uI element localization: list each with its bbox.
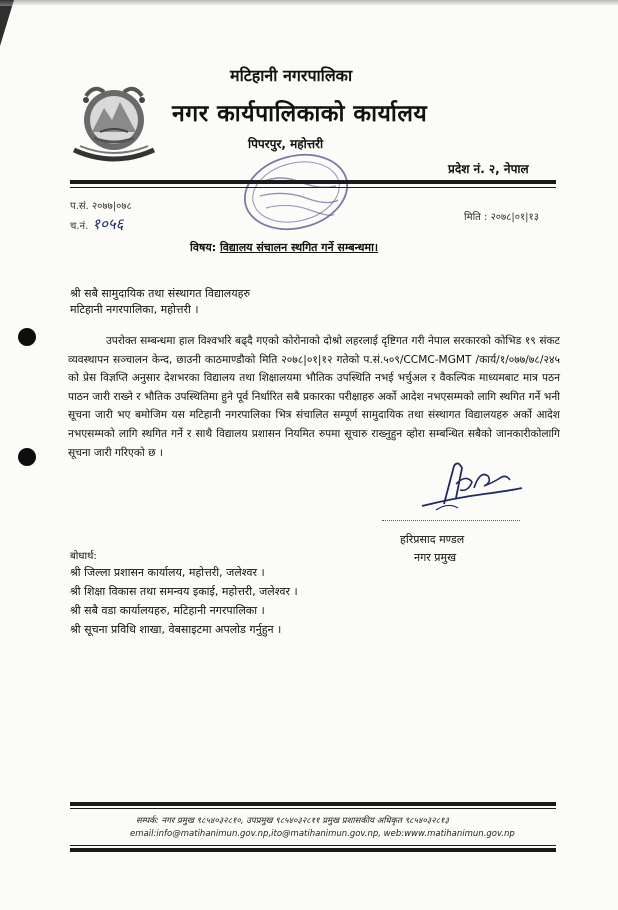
cc-label: बोधार्थ: — [70, 551, 97, 562]
footer-rule-top — [70, 802, 556, 806]
footer-rule-bottom-thin — [70, 845, 556, 846]
footer-contacts: सम्पर्क: नगर प्रमुख ९८५४०३२८१०, उपप्रमुख ९८५४०३२८११ प्रमुख प्रशासकीय अधिकृत ९८५४०३२८१३ — [136, 816, 449, 826]
municipality-name: मटिहानी नगरपालिका — [230, 66, 353, 85]
footer-rule-top-thin — [70, 808, 556, 809]
signatory-name: हरिप्रसाद मण्डल — [400, 533, 465, 546]
handwritten-signature — [414, 458, 526, 516]
punch-hole — [18, 328, 36, 346]
cc-item: श्री शिक्षा विकास तथा समन्वय इकाई, महोत्तरी, जलेश्वर । — [70, 585, 298, 598]
letter-body: उपरोक्त सम्बन्धमा हाल विश्वभरि बढ्दै गएको कोरोनाको दोश्रो लहरलाई दृष्टिगत गरी नेपाल सरकारको कोभिड १९ संकट व्यवस्थापन सञ्चालन केन्द, छाउनी काठमाण्डौको मिति २०७८|०१|१२ गतेको प.सं.५०९/CCMC-MGMT /कार्य/१/०७७/७८/२४५ को प्रेस विज्ञप्ति अनुसार देशभरका विद्यालय तथा शिक्षालयमा भौतिक उपस्थिति नभई भर्चुअल र वैकल्पिक माध्यमबाट मात्र पठन पाठन जारी राख्ने र भौतिक उपस्थितिमा हुने पूर्व निर्धारित सबै प्रकारका परीक्षाहरु अर्को आदेश नभएसम्मको लागि स्थगित गर्ने भनी सूचना जारी भए बमोजिम यस मटिहानी नगरपालिका भित्र संचालित सम्पूर्ण सामुदायिक तथा संस्थागत विद्यालयहरु अर्को आदेश नभएसम्मको लागि स्थगित गर्ने र साथै विद्यालय प्रशासन नियमित रुपमा सूचारु राख्नुहुन व्होरा सम्बन्धित सबैको जानकारीकोलागि सूचना जारी गरिएको छ । — [68, 335, 560, 459]
subject-line — [190, 240, 378, 255]
header-rule-thin — [70, 187, 556, 188]
province-label: प्रदेश नं. २, नेपाल — [448, 162, 529, 176]
page-top-shadow — [0, 0, 618, 6]
fiscal-year-ref: प.सं. २०७७|०७८ — [70, 201, 132, 212]
nepal-emblem-icon — [64, 80, 164, 170]
addressee-line-1: श्री सबै सामुदायिक तथा संस्थागत विद्यालयहरु — [70, 287, 251, 300]
office-address: पिपरपुर, महोत्तरी — [248, 137, 324, 151]
addressee-line-2: मटिहानी नगरपालिका, महोत्तरी । — [70, 303, 199, 316]
cc-item: श्री सबै वडा कार्यालयहरु, मटिहानी नगरपालिका । — [70, 604, 265, 617]
subject-label: विषय: — [190, 241, 217, 254]
cc-item: श्री सूचना प्रविधि शाखा, वेबसाइटमा अपलोड गर्नुहुन । — [70, 623, 282, 636]
page-corner-shadow — [0, 0, 14, 46]
signature-dotted-line — [382, 520, 520, 521]
dispatch-number-value: १०५६ — [92, 215, 124, 233]
subject-text: विद्यालय संचालन स्थगित गर्ने सम्बन्धमा। — [219, 241, 379, 254]
footer-emails: email:info@matihanimun.gov.np,ito@matihanimun.gov.np, web:www.matihanimun.gov.np — [130, 829, 515, 839]
header-rule-thick — [70, 180, 556, 184]
punch-hole — [18, 448, 36, 466]
cc-item: श्री जिल्ला प्रशासन कार्यालय, महोत्तरी, जलेश्वर । — [70, 566, 265, 579]
office-name: नगर कार्यपालिकाको कार्यालय — [172, 101, 428, 127]
dispatch-number — [70, 214, 123, 234]
official-stamp — [240, 152, 352, 232]
letter-date: मिति : २०७८|०१|१३ — [464, 212, 539, 223]
dispatch-number-label: च.नं. — [70, 221, 89, 232]
signatory-title: नगर प्रमुख — [414, 551, 457, 564]
footer-rule-bottom — [70, 848, 556, 852]
